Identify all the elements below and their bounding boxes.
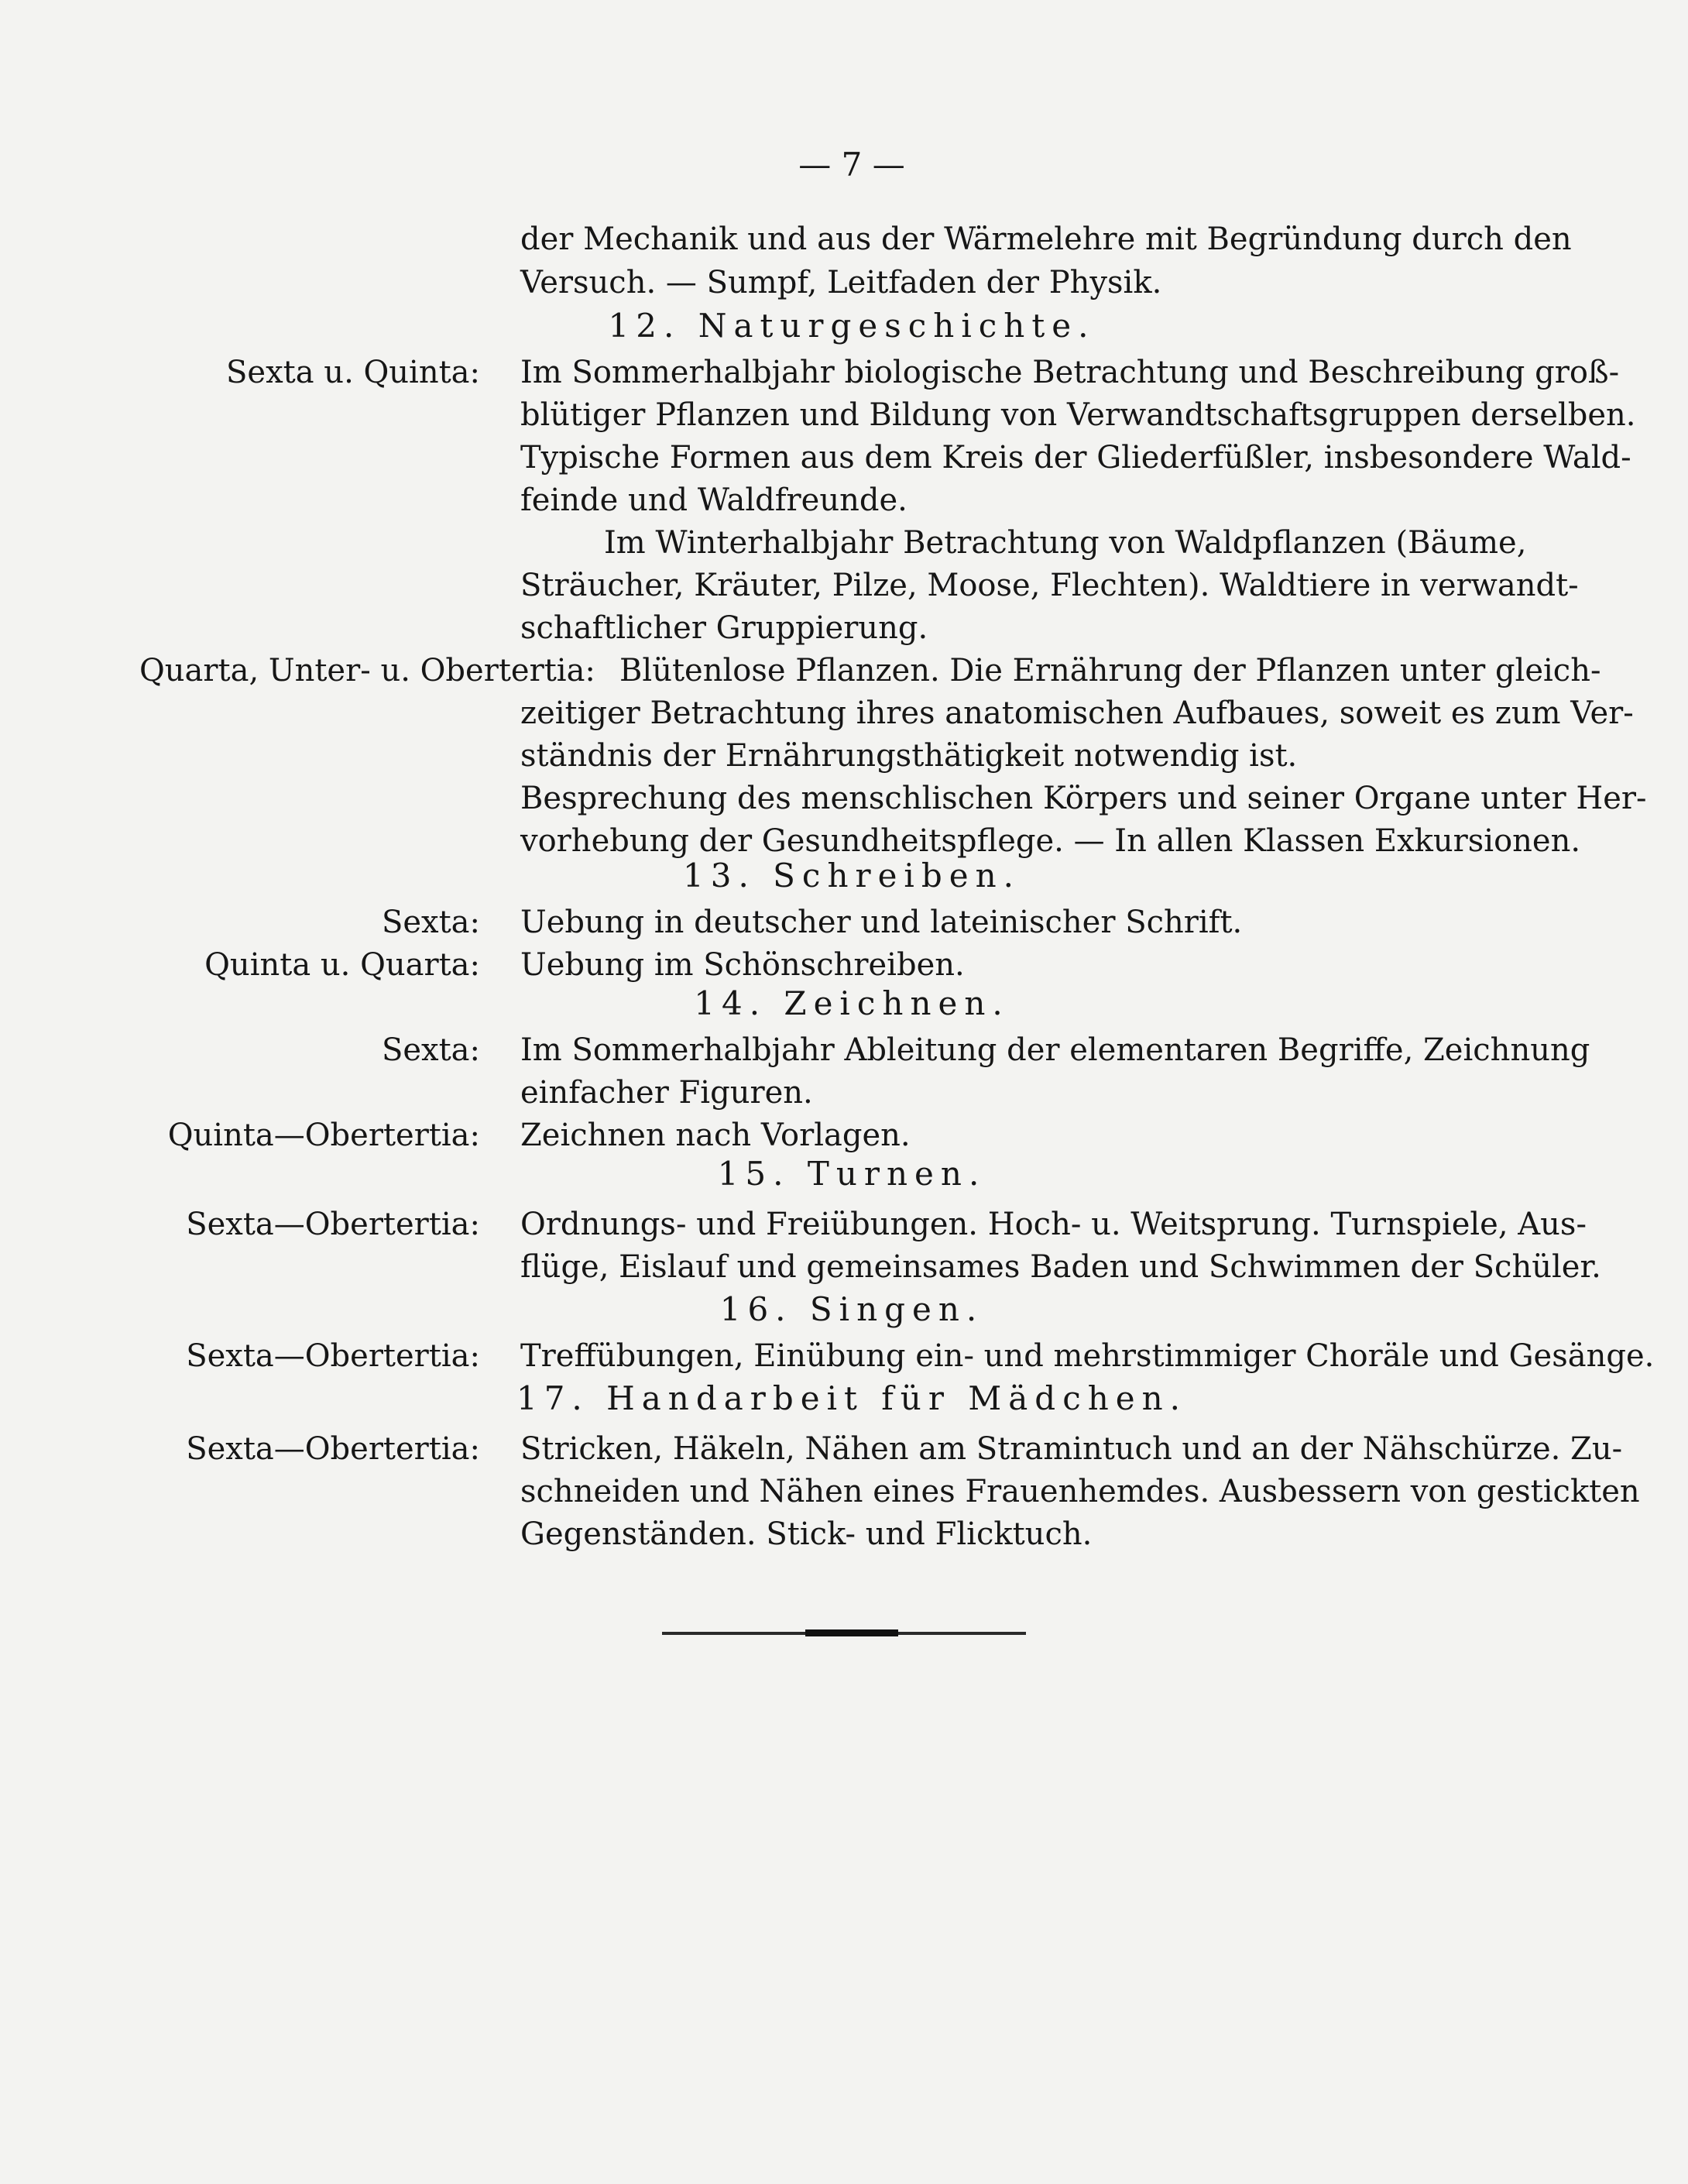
entry-label: Sexta—Obertertia: — [186, 1338, 480, 1374]
entry-label: Sexta—Obertertia: — [186, 1207, 480, 1242]
body-line: Sträucher, Kräuter, Pilze, Moose, Flechten). Waldtiere in verwandt- — [520, 568, 1579, 603]
body-line: schaftlicher Gruppierung. — [520, 610, 928, 646]
entry-label: Quinta—Obertertia: — [167, 1118, 480, 1153]
body-line: flüge, Eislauf und gemeinsames Baden und Schwimmen der Schüler. — [520, 1249, 1601, 1285]
entry-label: Quarta, Unter- u. Obertertia: — [139, 653, 595, 689]
body-line: Uebung im Schönschreiben. — [520, 947, 965, 983]
section-heading-handarbeit: 17. Handarbeit für Mädchen. — [516, 1379, 1188, 1417]
body-line: Ordnungs- und Freiübungen. Hoch- u. Weitsprung. Turnspiele, Aus- — [520, 1207, 1587, 1242]
body-line: ständnis der Ernährungsthätigkeit notwendig ist. — [520, 738, 1298, 774]
entry-label: Sexta: — [381, 1032, 480, 1068]
body-line: Stricken, Häkeln, Nähen am Stramintuch und an der Nähschürze. Zu- — [520, 1431, 1623, 1467]
entry-label: Quinta u. Quarta: — [204, 947, 480, 983]
entry-label: Sexta: — [381, 905, 480, 940]
section-heading-schreiben: 13. Schreiben. — [683, 857, 1021, 895]
page-number: — 7 — — [798, 146, 905, 184]
body-line: vorhebung der Gesundheitspflege. — In allen Klassen Exkursionen. — [520, 823, 1581, 859]
body-line: feinde und Waldfreunde. — [520, 482, 907, 518]
body-line: Im Winterhalbjahr Betrachtung von Waldpflanzen (Bäume, — [604, 525, 1527, 561]
body-line: Treffübungen, Einübung ein- und mehrstimmiger Choräle und Gesänge. — [520, 1338, 1655, 1374]
body-line: blütiger Pflanzen und Bildung von Verwandtschaftsgruppen derselben. — [520, 397, 1636, 433]
section-heading-naturgeschichte: 12. Naturgeschichte. — [608, 307, 1096, 345]
body-line: Blütenlose Pflanzen. Die Ernährung der Pflanzen unter gleich- — [619, 653, 1601, 689]
section-heading-zeichnen: 14. Zeichnen. — [694, 984, 1010, 1022]
body-line: der Mechanik und aus der Wärmelehre mit Begründung durch den — [520, 221, 1572, 257]
section-heading-singen: 16. Singen. — [719, 1290, 984, 1328]
body-line: schneiden und Nähen eines Frauenhemdes. Ausbessern von gestickten — [520, 1474, 1640, 1509]
body-line: Gegenständen. Stick- und Flicktuch. — [520, 1516, 1093, 1552]
body-line: Besprechung des menschlischen Körpers und seiner Organe unter Her- — [520, 781, 1647, 816]
body-line: Zeichnen nach Vorlagen. — [520, 1118, 911, 1153]
body-line: Versuch. — Sumpf, Leitfaden der Physik. — [520, 265, 1162, 300]
body-line: einfacher Figuren. — [520, 1075, 813, 1111]
body-line: Im Sommerhalbjahr biologische Betrachtung und Beschreibung groß- — [520, 355, 1620, 390]
body-line: Typische Formen aus dem Kreis der Gliederfüßler, insbesondere Wald- — [520, 440, 1631, 476]
section-heading-turnen: 15. Turnen. — [717, 1155, 986, 1193]
entry-label: Sexta—Obertertia: — [186, 1431, 480, 1467]
entry-label: Sexta u. Quinta: — [226, 355, 480, 390]
closing-rule-center — [805, 1629, 898, 1636]
body-line: Im Sommerhalbjahr Ableitung der elementaren Begriffe, Zeichnung — [520, 1032, 1590, 1068]
body-line: zeitiger Betrachtung ihres anatomischen Aufbaues, soweit es zum Ver- — [520, 695, 1634, 731]
body-line: Uebung in deutscher und lateinischer Schrift. — [520, 905, 1243, 940]
